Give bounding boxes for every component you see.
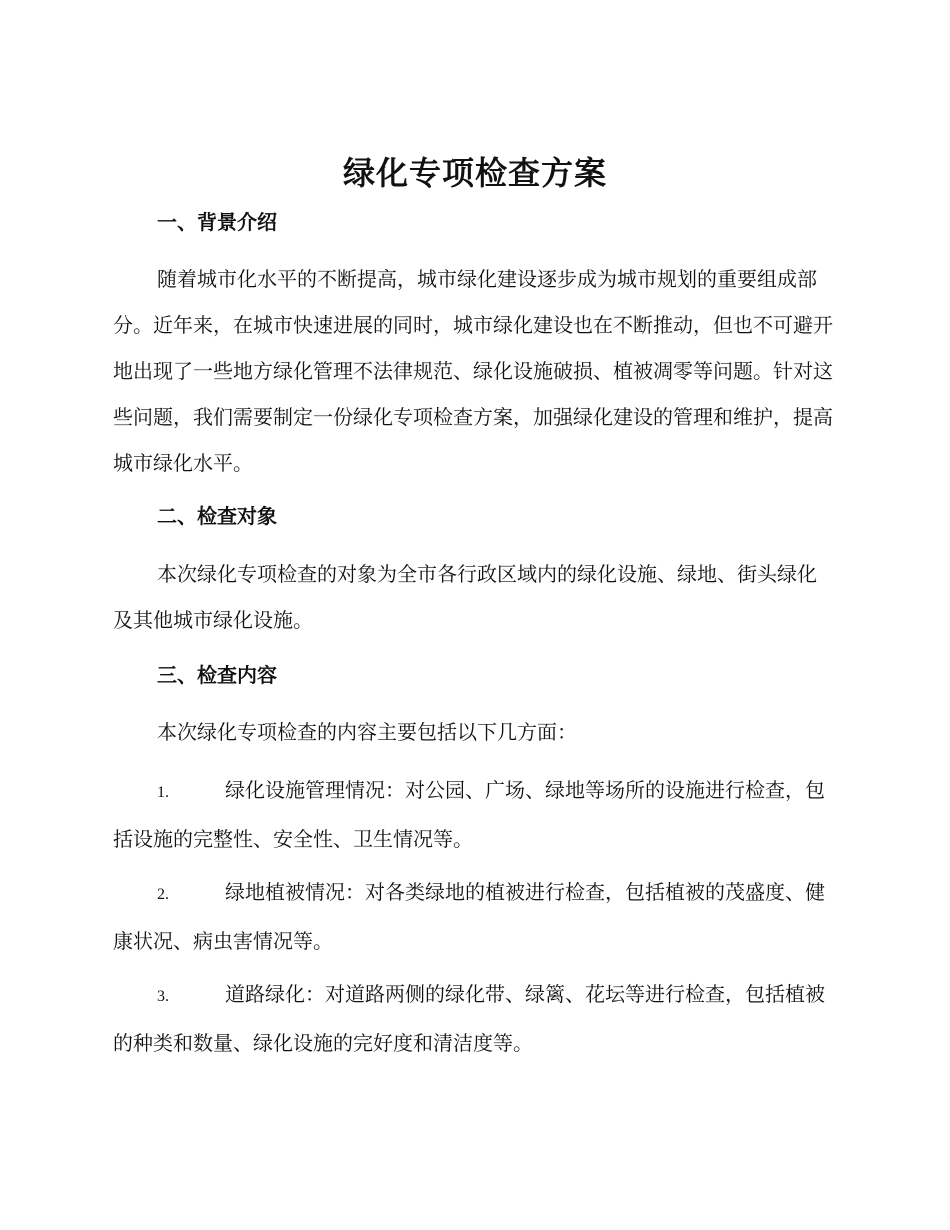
list-item-text: 道路绿化：对道路两侧的绿化带、绿篱、花坛等进行检查，包括植被的种类和数量、绿化设施的完好度和清洁度等。 <box>113 982 825 1055</box>
paragraph-inspection-content-intro: 本次绿化专项检查的内容主要包括以下几方面： <box>157 720 577 744</box>
paragraph-background: 随着城市化水平的不断提高，城市绿化建设逐步成为城市规划的重要组成部分。近年来，在城市快速进展的同时，城市绿化建设也在不断推动，但也不可避开地出现了一些地方绿化管理不法律规范、绿化设施破损、植被凋零等问题。针对这些问题，我们需要制定一份绿化专项检查方案，加强绿化建设的管理和维护，提高城市绿化水平。 <box>113 267 833 475</box>
section-heading-background: 一、背景介绍 <box>157 210 277 234</box>
list-item-number: 2. <box>157 886 169 903</box>
list-item <box>113 971 835 1066</box>
list-item <box>113 767 835 862</box>
document-title: 绿化专项检查方案 <box>342 154 607 192</box>
paragraph-inspection-target: 本次绿化专项检查的对象为全市各行政区域内的绿化设施、绿地、街头绿化及其他城市绿化设施。 <box>113 562 817 632</box>
list-item-text: 绿地植被情况：对各类绿地的植被进行检查，包括植被的茂盛度、健康状况、病虫害情况等。 <box>113 880 825 953</box>
section-heading-inspection-content: 三、检查内容 <box>157 663 277 687</box>
list-item-text: 绿化设施管理情况：对公园、广场、绿地等场所的设施进行检查，包括设施的完整性、安全性、卫生情况等。 <box>113 778 825 851</box>
list-item-number: 3. <box>157 988 169 1005</box>
list-item <box>113 869 835 964</box>
list-item-number: 1. <box>157 784 169 801</box>
section-heading-inspection-target: 二、检查对象 <box>157 504 277 528</box>
